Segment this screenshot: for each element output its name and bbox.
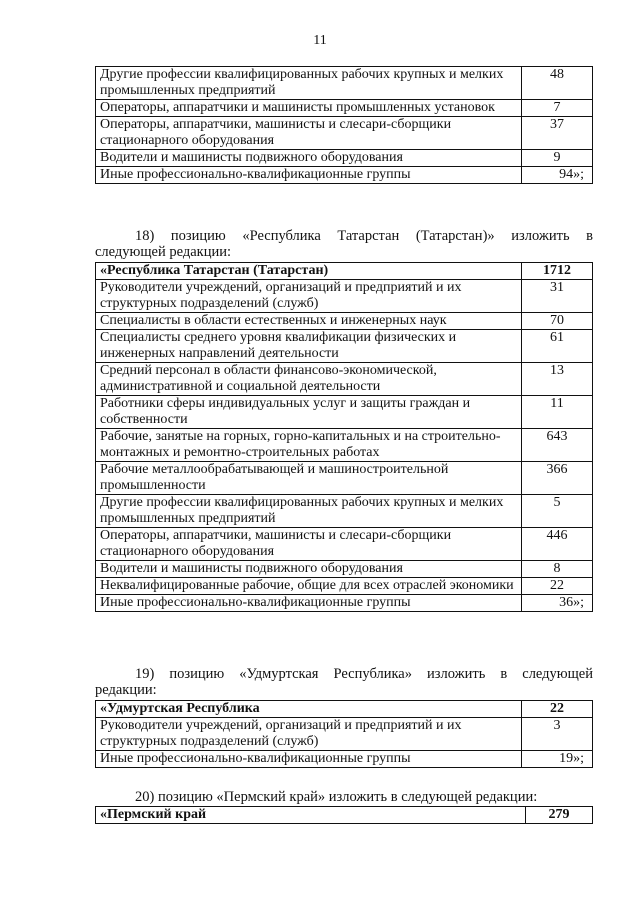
table-row — [96, 429, 593, 462]
row-label: Другие профессии квалифицированных рабочих крупных и мелких промышленных предприятий — [96, 67, 522, 100]
table-row — [96, 396, 593, 429]
paragraph-20 — [95, 789, 593, 805]
paragraph-18-continuation — [95, 244, 593, 260]
row-label: Работники сферы индивидуальных услуг и защиты граждан и собственности — [96, 396, 522, 429]
table-row — [96, 167, 593, 184]
region-total: 1712 — [522, 263, 593, 280]
row-value: 31 — [522, 280, 593, 313]
table-row — [96, 330, 593, 363]
table-row — [96, 595, 593, 612]
table-udmurtia — [95, 700, 593, 768]
table-row — [96, 313, 593, 330]
row-label: Специалисты в области естественных и инженерных наук — [96, 313, 522, 330]
paragraph-18-line-2: следующей редакции: — [95, 244, 232, 260]
row-value: 643 — [522, 429, 593, 462]
table-row — [96, 561, 593, 578]
row-value: 9 — [522, 150, 593, 167]
row-value: 37 — [522, 117, 593, 150]
row-label: Операторы, аппаратчики, машинисты и слесари-сборщики стационарного оборудования — [96, 528, 522, 561]
row-value: 70 — [522, 313, 593, 330]
row-label: Неквалифицированные рабочие, общие для всех отраслей экономики — [96, 578, 522, 595]
row-label: Рабочие металлообрабатывающей и машиностроительной промышленности — [96, 462, 522, 495]
table-row — [96, 363, 593, 396]
table-perm — [95, 806, 593, 824]
row-value: 48 — [522, 67, 593, 100]
row-label: Операторы, аппаратчики и машинисты промышленных установок — [96, 100, 522, 117]
row-label: Специалисты среднего уровня квалификации физических и инженерных направлений деятельности — [96, 330, 522, 363]
region-total: 22 — [522, 701, 593, 718]
region-total: 279 — [526, 807, 593, 824]
row-label: Иные профессионально-квалификационные группы — [96, 751, 522, 768]
row-value: 446 — [522, 528, 593, 561]
paragraph-19-line-1: 19) позицию «Удмуртская Республика» изложить в следующей — [135, 666, 593, 682]
row-label: Руководители учреждений, организаций и предприятий и их структурных подразделений (служб) — [96, 718, 522, 751]
table-row — [96, 528, 593, 561]
paragraph-19-continuation — [95, 682, 593, 698]
row-value: 8 — [522, 561, 593, 578]
row-label: Рабочие, занятые на горных, горно-капитальных и на строительно-монтажных и ремонтно-строительных работах — [96, 429, 522, 462]
row-label: Иные профессионально-квалификационные группы — [96, 167, 522, 184]
region-name: «Пермский край — [96, 807, 526, 824]
paragraph-20-line-1: 20) позицию «Пермский край» изложить в следующей редакции: — [135, 789, 538, 805]
row-value: 3 — [522, 718, 593, 751]
table-row — [96, 462, 593, 495]
paragraph-18-line-1: 18) позицию «Республика Татарстан (Татарстан)» изложить в — [135, 228, 593, 244]
row-label: Операторы, аппаратчики, машинисты и слесари-сборщики стационарного оборудования — [96, 117, 522, 150]
region-name: «Удмуртская Республика — [96, 701, 522, 718]
row-value: 7 — [522, 100, 593, 117]
table-row — [96, 150, 593, 167]
table-header-row — [96, 701, 593, 718]
table-row — [96, 280, 593, 313]
region-name: «Республика Татарстан (Татарстан) — [96, 263, 522, 280]
row-label: Другие профессии квалифицированных рабочих крупных и мелких промышленных предприятий — [96, 495, 522, 528]
row-value: 19»; — [522, 751, 593, 768]
table-row — [96, 718, 593, 751]
table-header-row — [96, 263, 593, 280]
table-row — [96, 751, 593, 768]
row-value: 13 — [522, 363, 593, 396]
table-row — [96, 67, 593, 100]
row-label: Руководители учреждений, организаций и предприятий и их структурных подразделений (служб) — [96, 280, 522, 313]
table-header-row — [96, 807, 593, 824]
row-value: 94»; — [522, 167, 593, 184]
row-value: 366 — [522, 462, 593, 495]
row-value: 61 — [522, 330, 593, 363]
table-row — [96, 578, 593, 595]
paragraph-19 — [95, 666, 593, 682]
row-label: Иные профессионально-квалификационные группы — [96, 595, 522, 612]
table-row — [96, 100, 593, 117]
row-value: 36»; — [522, 595, 593, 612]
row-label: Средний персонал в области финансово-экономической, административной и социальной деятельности — [96, 363, 522, 396]
row-value: 22 — [522, 578, 593, 595]
paragraph-19-line-2: редакции: — [95, 682, 157, 698]
row-value: 11 — [522, 396, 593, 429]
table-continuation — [95, 66, 593, 184]
table-row — [96, 117, 593, 150]
row-value: 5 — [522, 495, 593, 528]
table-tatarstan — [95, 262, 593, 612]
page-number: 11 — [313, 33, 327, 48]
paragraph-18 — [95, 228, 593, 244]
table-row — [96, 495, 593, 528]
row-label: Водители и машинисты подвижного оборудования — [96, 150, 522, 167]
row-label: Водители и машинисты подвижного оборудования — [96, 561, 522, 578]
